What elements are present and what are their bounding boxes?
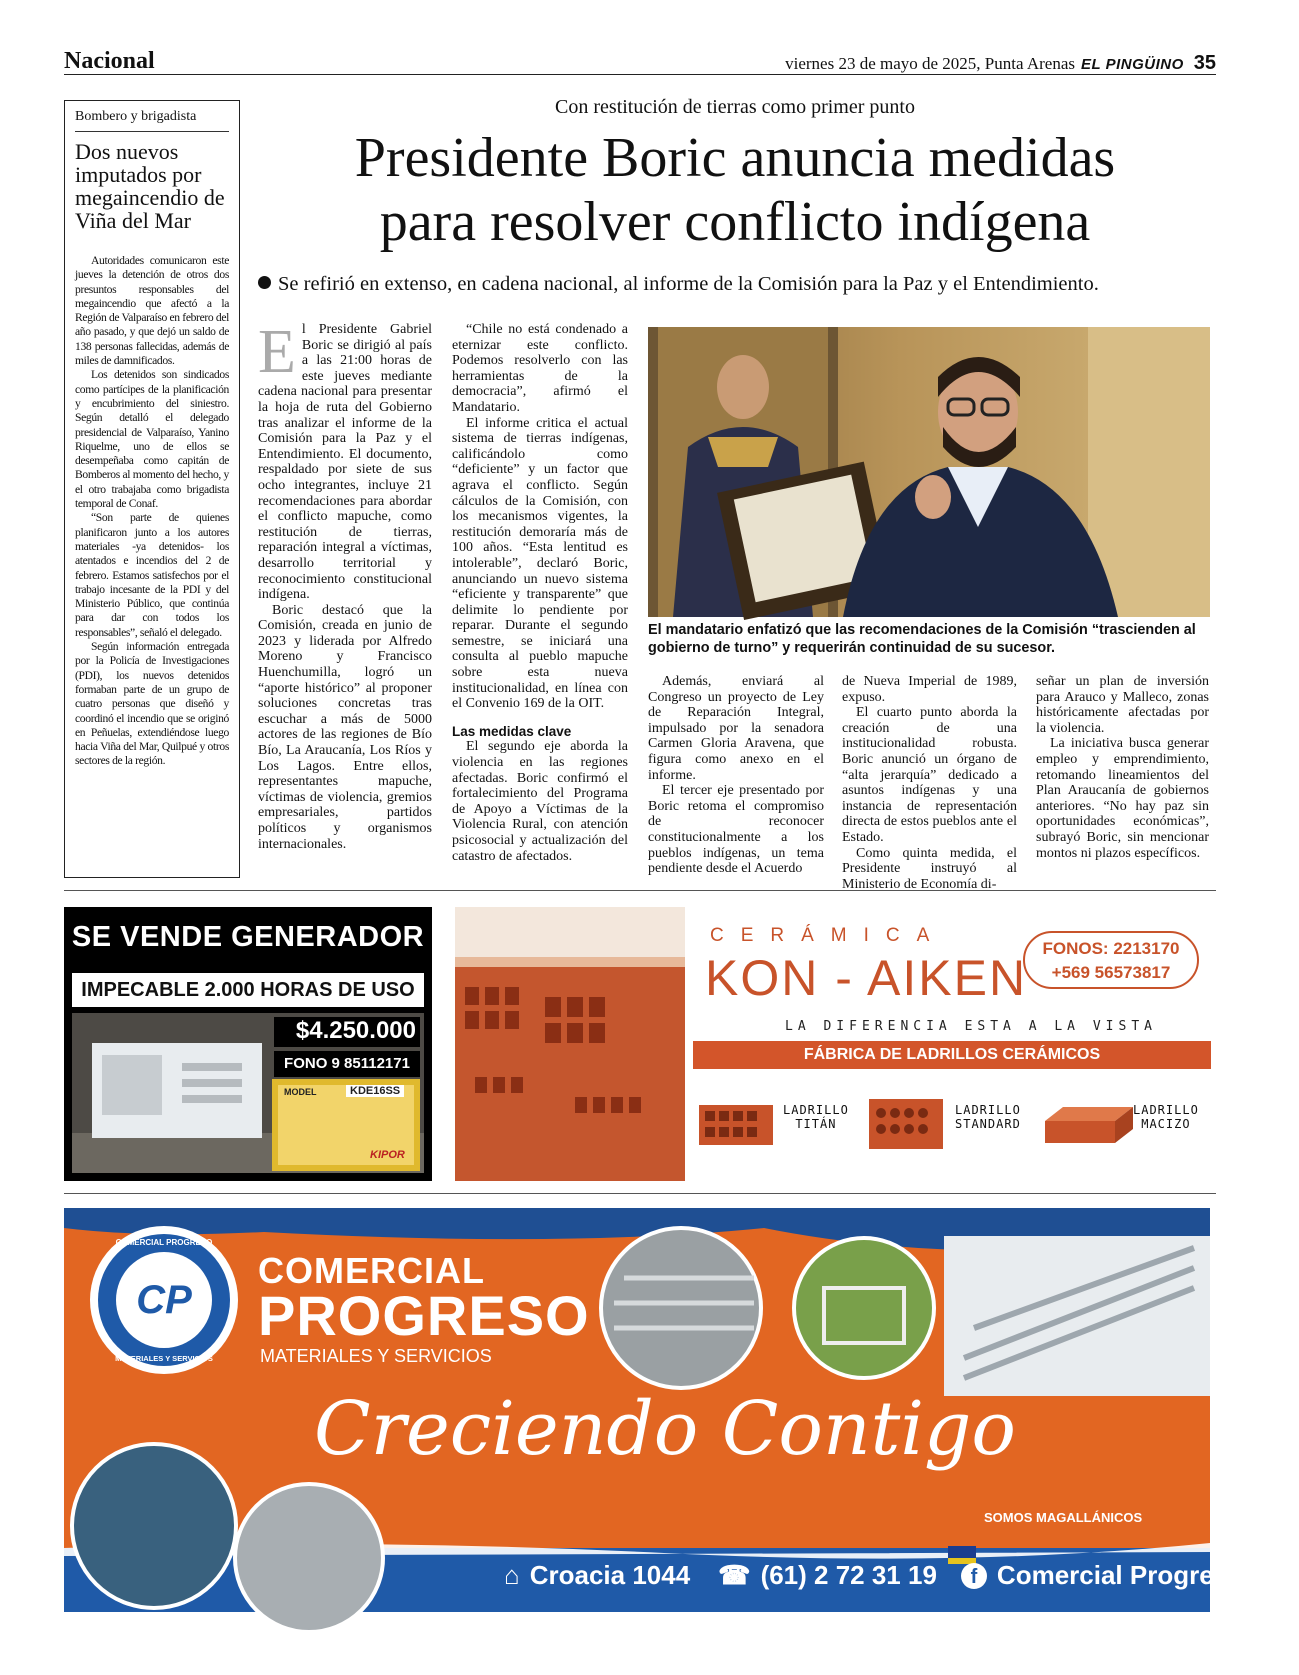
section-title: Nacional (64, 48, 155, 74)
header-rule (64, 74, 1216, 75)
article-paragraph: Boric destacó que la Comisión, creada en junio de 2023 y liderada por Alfredo Moreno y Francisco Huenchumilla, logró un “aporte histórico” al proponer soluciones concretas tras escuchar a más de 5000 actores de las regiones de Bío Bío, La Araucanía, Los Ríos y Los Lagos. Entre ellos, representantes mapuche, víctimas de violencia, gremios empresariales, partidos políticos y organismos internacionales. (258, 602, 432, 852)
sidebar-kicker: Bombero y brigadista (75, 109, 229, 132)
article-dek (258, 273, 1099, 296)
cp-brand-2: PROGRESO (258, 1284, 590, 1347)
article-paragraph: Como quinta medida, el Presidente instruyó al Ministerio de Economía di- (842, 845, 1017, 892)
article-column (452, 322, 628, 864)
ad-ceramica (455, 907, 1211, 1181)
article-paragraph: señar un plan de inversión para Arauco y Malleco, zonas históricamente afectadas por la violencia. (1036, 674, 1209, 736)
article-paragraph: El cuarto punto aborda la creación de una institucionalidad robusta. Boric anunció un órgano de “alta jerarquía” dedicado a asuntos indígenas y una instancia de representación directa de estos pueblos ante el Estado. (842, 705, 1017, 845)
cp-seal-bottom: MATERIALES Y SERVICIOS (115, 1354, 213, 1363)
headline-line: Presidente Boric anuncia medidas (354, 127, 1116, 189)
brick-photo (455, 907, 685, 1181)
cp-brand-1: COMERCIAL (258, 1250, 485, 1291)
article-paragraph: El segundo eje aborda la violencia en las regiones afectadas. Boric confirmó el fortalecimiento del Programa de Apoyo a Víctimas de la Violencia Rural, con atención psicosocial y actualización del catastro de afectados. (452, 739, 628, 864)
home-icon: ⌂ (504, 1560, 520, 1590)
article-headline (255, 126, 1215, 254)
article-column (1036, 674, 1209, 861)
ceramica-tagline: LA DIFERENCIA ESTA A LA VISTA (785, 1019, 1157, 1034)
generator-photo (72, 1013, 424, 1173)
plate-label: MODEL (284, 1087, 317, 1097)
product-label (783, 1103, 849, 1131)
cp-slogan: Creciendo Contigo (314, 1386, 1016, 1472)
cp-address: Croacia 1044 (529, 1560, 691, 1590)
sidebar-paragraph: Los detenidos son sindicados como partícipes de la planificación y encubrimiento del siniestro. Según detalló el delegado presidencial de Valparaíso, Yanino Riquelme, uno de ellos se desempeñaba como capitán de Bomberos al momento del hecho, y el otro trabajaba como brigadista temporal de Conaf. (75, 368, 229, 511)
paragraph-text: l Presidente Gabriel Boric se dirigió al país a las 21:00 horas de este jueves mediante cadena nacional para presentar la hoja de ruta del Gobierno tras analizar el informe de la Comisión para la Paz y el Entendimiento. El documento, respaldado por siete de sus ocho integrantes, incluye 21 recomendaciones para abordar el conflicto mapuche, como restitución de tierras, reparación integral a víctimas, desarrollo territorial y reconocimiento constitucional indígena. (258, 322, 432, 603)
sidebar-article (64, 100, 240, 878)
brick-macizo-icon (1043, 1103, 1135, 1147)
cp-region: SOMOS MAGALLÁNICOS (984, 1510, 1143, 1525)
ceramica-top: CERÁMICA (710, 925, 947, 946)
article-paragraph: La iniciativa busca generar empleo y emprendimiento, retomando lineamientos del Plan Araucanía de gobiernos anteriores. “No hay paz sin oportunidades económicas”, subrayó Boric, sin mencionar montos ni plazos específicos. (1036, 736, 1209, 861)
phone-line: +569 56573817 (1051, 963, 1171, 982)
ceramica-phones (1023, 931, 1199, 989)
ad-gen-subtitle: IMPECABLE 2.000 HORAS DE USO (72, 973, 424, 1007)
phone-icon: ☎ (718, 1560, 751, 1590)
page-number: 35 (1193, 52, 1216, 74)
article-paragraph: de Nueva Imperial de 1989, expuso. (842, 674, 1017, 705)
plate-brand: KIPOR (370, 1149, 405, 1161)
product-line: TITÁN (795, 1117, 837, 1131)
ad-generator (64, 907, 432, 1181)
article-paragraph: El informe critica el actual sistema de tierras indígenas, calificándolo como “deficiente” y un factor que agrava el conflicto. Según cálculos de la Comisión, con los mecanismos vigentes, la restitución demoraría más de 100 años. “Esta lentitud es intolerable”, declaró Boric, anunciando un nuevo sistema “eficiente y transparente” que delimite lo pendiente por reparar. Durante el segundo semestre, se iniciará una consulta al pueblo mapuche sobre esta nueva institucionalidad, en línea con el Convenio 169 de la OIT. (452, 415, 628, 712)
divider (64, 890, 1216, 891)
cp-seal-top: COMERCIAL PROGRESO (115, 1238, 213, 1247)
article-column (842, 674, 1017, 892)
product-line: MACIZO (1141, 1117, 1191, 1131)
headline-line: para resolver conflicto indígena (379, 191, 1091, 253)
product-line: STANDARD (955, 1117, 1021, 1131)
article-column (648, 674, 824, 877)
article-paragraph: El tercer eje presentado por Boric retoma el compromiso de reconocer constitucionalmente a los pueblos indígenas, un tema pendiente desde el Acuerdo (648, 783, 824, 877)
sidebar-paragraph: “Son parte de quienes planificaron junto a los autores materiales -ya detenidos- los atentados e incendios del 2 de febrero. Estamos satisfechos por el trabajo incesante de la PDI y del Ministerio Público, que continúa para dar con todos los responsables”, señaló el delegado. (75, 511, 229, 639)
brick-titan-icon (697, 1097, 777, 1149)
product-label (1133, 1103, 1199, 1131)
ceramica-banner: FÁBRICA DE LADRILLOS CERÁMICOS (693, 1041, 1211, 1069)
page-header-info (785, 52, 1216, 75)
article-paragraph: Además, enviará al Congreso un proyecto de Ley de Reparación Integral, impulsado por la senadora Carmen Gloria Aravena, que figura como anexo en el informe. (648, 674, 824, 783)
article-photo (648, 327, 1210, 617)
facebook-icon: f (961, 1563, 987, 1589)
cp-contact-bar (504, 1560, 1299, 1591)
newspaper-logo: EL PINGÜINO (1081, 56, 1184, 73)
sidebar-paragraph: Autoridades comunicaron este jueves la detención de otros dos presuntos responsables del megaincendio que afectó a la Región de Valparaíso en febrero del año pasado, y que dejó un saldo de 138 personas fallecidas, además de miles de damnificados. (75, 254, 229, 368)
product-line: LADRILLO (783, 1103, 849, 1117)
drop-cap: E (258, 318, 296, 386)
product-line: LADRILLO (955, 1103, 1021, 1117)
photo-caption: El mandatario enfatizó que las recomendaciones de la Comisión “trascienden al gobierno de turno” y requerirán continuidad de su sucesor. (648, 622, 1196, 656)
phone-line: FONOS: 2213170 (1042, 939, 1180, 958)
issue-date: viernes 23 de mayo de 2025, Punta Arenas (785, 54, 1075, 73)
ceramica-brand: KON - AIKEN (705, 950, 1028, 1006)
cp-brand-sub: MATERIALES Y SERVICIOS (260, 1346, 492, 1366)
plate-code: KDE16SS (346, 1085, 404, 1097)
article-kicker: Con restitución de tierras como primer punto (555, 96, 915, 118)
sidebar-headline: Dos nuevos imputados por megaincendio de Viña del Mar (75, 139, 225, 233)
sidebar-body (75, 254, 229, 769)
divider (64, 1193, 1216, 1194)
article-subhead: Las medidas clave (452, 723, 572, 739)
dek-text: Se refirió en extenso, en cadena nacional, al informe de la Comisión para la Paz y el Entendimiento. (278, 273, 1099, 295)
sidebar-paragraph: Según información entregada por la Policía de Investigaciones (PDI), los nuevos detenidos formaban parte de un grupo de cuatro personas que diseñó y coordinó el incendio que se originó en Peñuelas, extendiéndose luego hacia Viña del Mar, Quilpué y otros sectores de la región. (75, 640, 229, 768)
ad-gen-phone: FONO 9 85112171 (274, 1051, 420, 1077)
cp-seal-letters: CP (136, 1278, 192, 1322)
cp-social: Comercial Progreso puq (996, 1560, 1299, 1590)
product-label (955, 1103, 1021, 1131)
brick-standard-icon (867, 1093, 947, 1153)
bullet-icon (258, 276, 271, 289)
article-paragraph: “Chile no está condenado a eternizar este conflicto. Podemos resolverlo con las herramientas de la democracia”, afirmó el Mandatario. (452, 322, 628, 415)
cp-phone: (61) 2 72 31 19 (760, 1560, 937, 1590)
ad-comercial-progreso (64, 1208, 1299, 1612)
product-line: LADRILLO (1133, 1103, 1199, 1117)
ad-gen-title: SE VENDE GENERADOR (71, 921, 425, 953)
article-paragraph (258, 318, 432, 603)
article-column (258, 318, 432, 852)
ad-gen-price: $4.250.000 (274, 1017, 420, 1047)
